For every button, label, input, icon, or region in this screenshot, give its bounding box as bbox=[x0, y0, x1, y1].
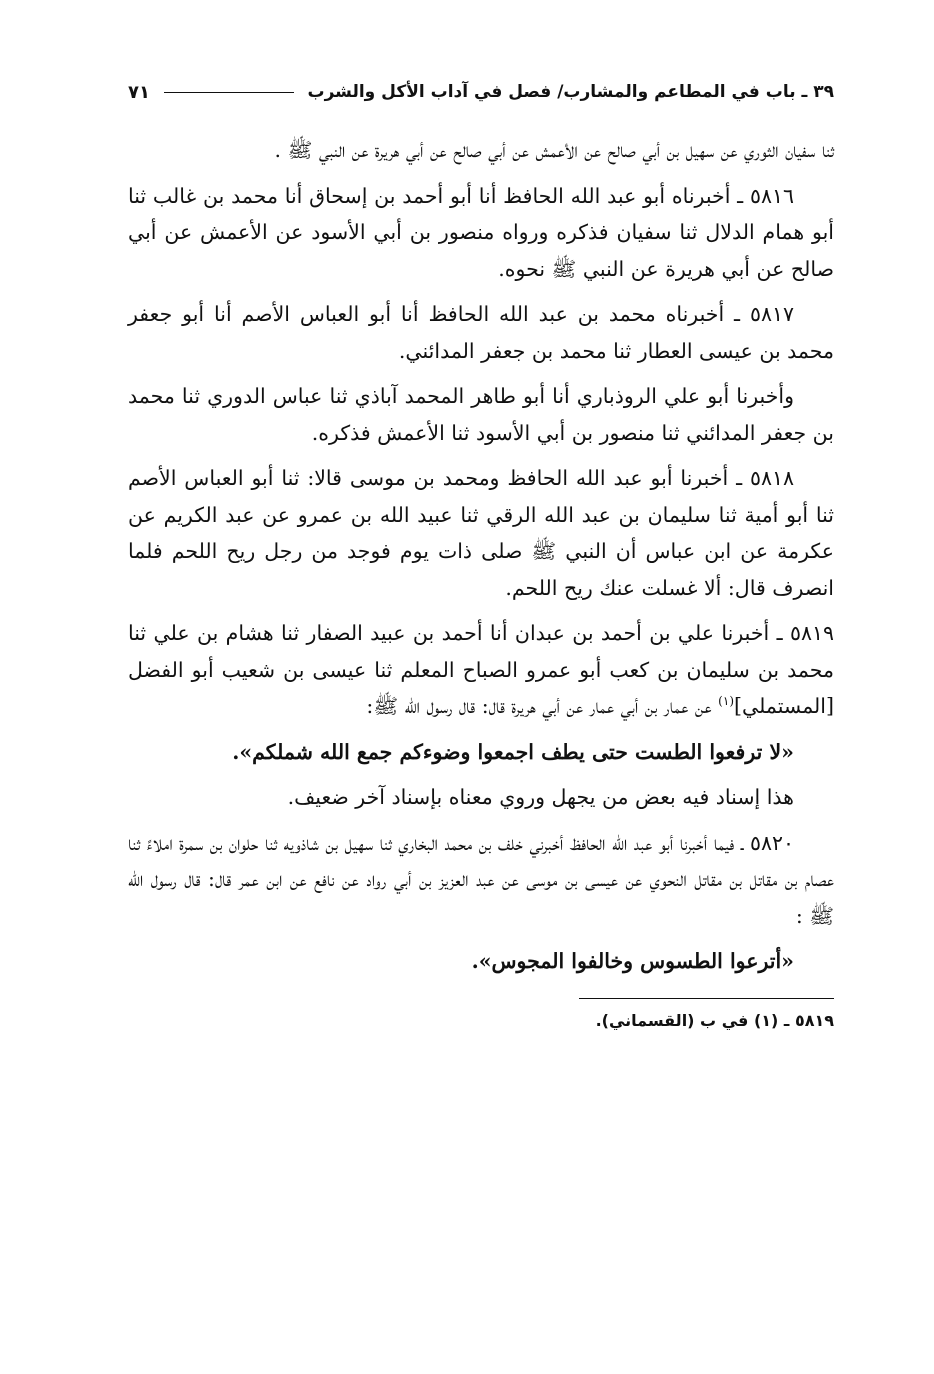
paragraph: ثنا سفيان الثوري عن سهيل بن أبي صالح عن الأعمش عن أبي صالح عن أبي هريرة عن النبي ﷺ . bbox=[274, 138, 834, 162]
hadith-5817: ٥٨١٧ ـ أخبرناه محمد بن عبد الله الحافظ أنا أبو العباس الأصم أنا أبو جعفر محمد بن عيسى العطار ثنا محمد بن جعفر المدائني. bbox=[128, 302, 834, 363]
hadith-5818: ٥٨١٨ ـ أخبرنا أبو عبد الله الحافظ ومحمد بن موسى قالا: ثنا أبو العباس الأصم ثنا أبو أمية ثنا سليمان بن عبد الله الرقي ثنا عبيد الله بن عمرو عن عبد الكريم عن عكرمة عن ابن عباس أن النبي ﷺ صلى ذات يوم فوجد من رجل ريح اللحم فلما انصرف قال: ألا غسلت عنك ريح اللحم. bbox=[128, 466, 834, 600]
footnote-rule bbox=[579, 998, 834, 999]
body-text bbox=[128, 132, 834, 980]
hadith-5819-text-cont: عن عمار بن أبي عمار عن أبي هريرة قال: قال رسول الله ﷺ: bbox=[366, 694, 719, 718]
page-number: ٧١ bbox=[128, 81, 150, 103]
hadith-5816: ٥٨١٦ ـ أخبرناه أبو عبد الله الحافظ أنا أبو أحمد بن إسحاق أنا محمد بن غالب ثنا أبو همام الدلال ثنا سفيان فذكره ورواه منصور بن أبي الأسود عن الأعمش عن أبي صالح عن أبي هريرة عن النبي ﷺ نحوه. bbox=[128, 183, 834, 281]
footnote-ref: (١) bbox=[718, 694, 734, 709]
hadith-5820: ٥٨٢٠ ـ فيما أخبرنا أبو عبد الله الحافظ أخبرني خلف بن محمد البخاري ثنا سهيل بن شاذويه ثنا حلوان بن سمرة املاءً ثنا عصام بن مقاتل بن مقاتل النحوي عن عيسى بن موسى عن عبد العزيز بن أبي رواد عن نافع عن ابن عمر قال: قال رسول الله ﷺ : bbox=[128, 830, 834, 928]
hadith-quote: «أترعوا الطسوس وخالفوا المجوس». bbox=[471, 949, 794, 973]
running-title: ٣٩ ـ باب في المطاعم والمشارب/ فصل في آداب الأكل والشرب bbox=[307, 82, 834, 102]
footnotes bbox=[128, 998, 834, 1030]
hadith-5819-text: ٥٨١٩ ـ أخبرنا علي بن أحمد بن عبدان أنا أحمد بن عبيد الصفار ثنا هشام بن علي ثنا محمد بن سليمان بن كعب أبو عمرو الصباح المعلم ثنا عيسى بن شعيب أبو الفضل [المستملي] bbox=[128, 621, 834, 718]
header-rule bbox=[164, 92, 294, 93]
footnote: ٥٨١٩ ـ (١) في ب (القسماني). bbox=[595, 1010, 834, 1030]
commentary: هذا إسناد فيه بعض من يجهل وروي معناه بإسناد آخر ضعيف. bbox=[287, 785, 794, 809]
hadith-quote: «لا ترفعوا الطست حتى يطف اجمعوا وضوءكم جمع الله شملكم». bbox=[232, 739, 794, 764]
hadith-5819 bbox=[128, 615, 834, 725]
paragraph: وأخبرنا أبو علي الروذباري أنا أبو طاهر المحمد آباذي ثنا عباس الدوري ثنا محمد بن جعفر المدائني ثنا منصور بن أبي الأسود ثنا الأعمش فذكره. bbox=[128, 384, 834, 445]
page-header bbox=[128, 72, 834, 112]
